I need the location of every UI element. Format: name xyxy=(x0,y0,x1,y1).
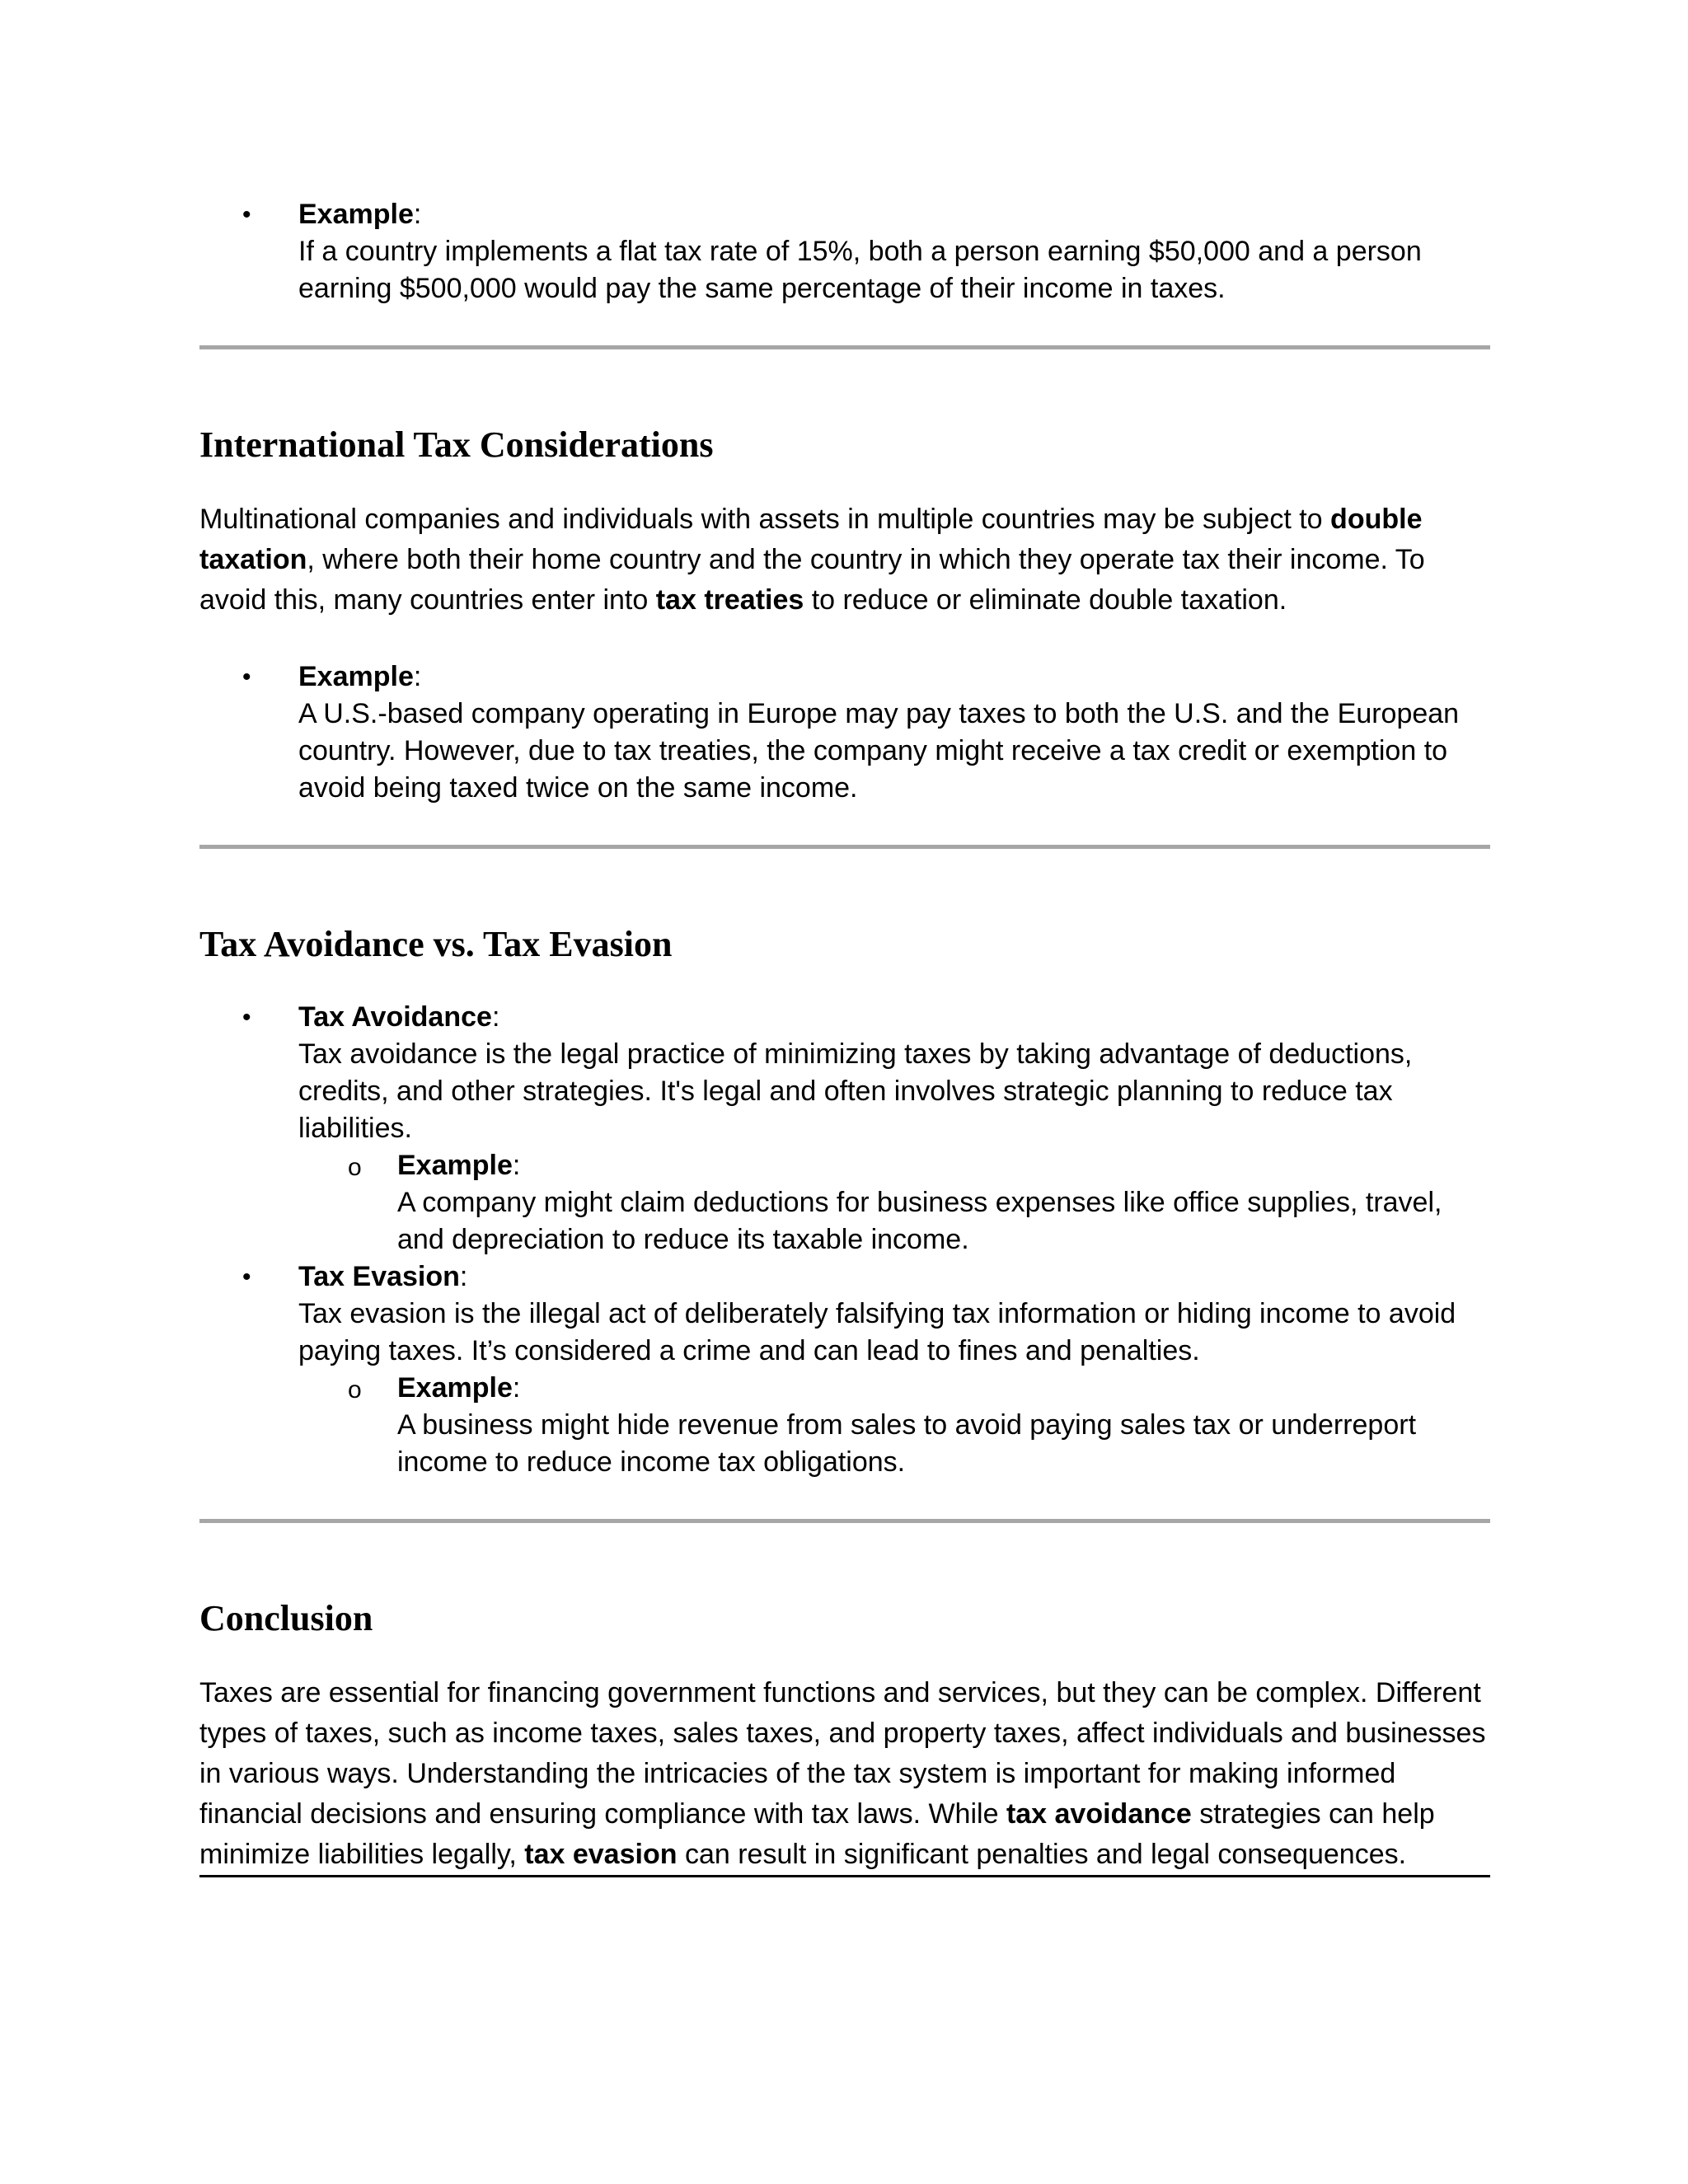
avoidance-evasion-list xyxy=(199,999,1490,1481)
conclusion-paragraph: Taxes are essential for financing government functions and services, but they can be complex. Different types of taxes, such as income taxes, sales taxes, and property taxes, affect individuals and businesses in various ways. Understanding the intricacies of the tax system is important for making informed financial decisions and ensuring compliance with tax laws. While tax avoidance strategies can help minimize liabilities legally, tax evasion can result in significant penalties and legal consequences. xyxy=(199,1673,1490,1877)
term-tax-treaties: tax treaties xyxy=(655,584,804,616)
example-text: A company might claim deductions for business expenses like office supplies, travel, and depreciation to reduce its taxable income. xyxy=(397,1187,1442,1255)
example-label: Example: xyxy=(298,661,422,692)
circle-bullet-icon: o xyxy=(348,1376,362,1404)
example-text: A U.S.-based company operating in Europe may pay taxes to both the U.S. and the European country. However, due to tax treaties, the company might receive a tax credit or exemption to avoid being taxed twice on the same income. xyxy=(298,698,1460,804)
example-label: Example: xyxy=(397,1150,521,1181)
term-tax-avoidance: tax avoidance xyxy=(1006,1798,1192,1830)
circle-bullet-icon: o xyxy=(348,1154,362,1181)
section-divider xyxy=(199,345,1490,349)
section-divider xyxy=(199,1519,1490,1523)
example-label: Example: xyxy=(298,199,422,230)
section-heading-avoidance-evasion: Tax Avoidance vs. Tax Evasion xyxy=(199,924,673,964)
list-item-evasion-example xyxy=(199,1370,1490,1481)
term-definition: Tax evasion is the illegal act of deliberately falsifying tax information or hiding income to avoid paying taxes. It’s considered a crime and can lead to fines and penalties. xyxy=(298,1298,1456,1366)
document-page xyxy=(199,196,1490,1877)
international-example-list xyxy=(199,658,1490,807)
list-item-tax-avoidance xyxy=(199,999,1490,1147)
section-heading-conclusion: Conclusion xyxy=(199,1598,373,1638)
list-item-tax-evasion xyxy=(199,1258,1490,1370)
example-label: Example: xyxy=(397,1372,521,1404)
example-text: If a country implements a flat tax rate of 15%, both a person earning $50,000 and a person earning $500,000 would pay the same percentage of their income in taxes. xyxy=(298,236,1422,304)
international-paragraph: Multinational companies and individuals with assets in multiple countries may be subject to double taxation, where both their home country and the country in which they operate tax their income. To avoid this, many countries enter into tax treaties to reduce or eliminate double taxation. xyxy=(199,504,1425,616)
term-label: Tax Avoidance: xyxy=(298,1001,500,1033)
list-item xyxy=(199,196,1490,307)
bullet-icon: • xyxy=(242,201,251,228)
bullet-icon: • xyxy=(242,1004,251,1031)
list-item xyxy=(199,658,1490,807)
bullet-icon: • xyxy=(242,1263,251,1291)
term-label: Tax Evasion: xyxy=(298,1261,468,1292)
example-text: A business might hide revenue from sales to avoid paying sales tax or underreport income to reduce income tax obligations. xyxy=(397,1409,1417,1478)
term-tax-evasion: tax evasion xyxy=(524,1839,678,1870)
list-item-avoidance-example xyxy=(199,1147,1490,1258)
term-double-taxation: double taxation xyxy=(199,504,1423,575)
bullet-icon: • xyxy=(242,663,251,691)
section-heading-international: International Tax Considerations xyxy=(199,424,714,465)
section-divider xyxy=(199,845,1490,849)
flat-tax-example-list xyxy=(199,196,1490,307)
term-definition: Tax avoidance is the legal practice of minimizing taxes by taking advantage of deductions, credits, and other strategies. It's legal and often involves strategic planning to reduce tax liabilities. xyxy=(298,1038,1413,1144)
